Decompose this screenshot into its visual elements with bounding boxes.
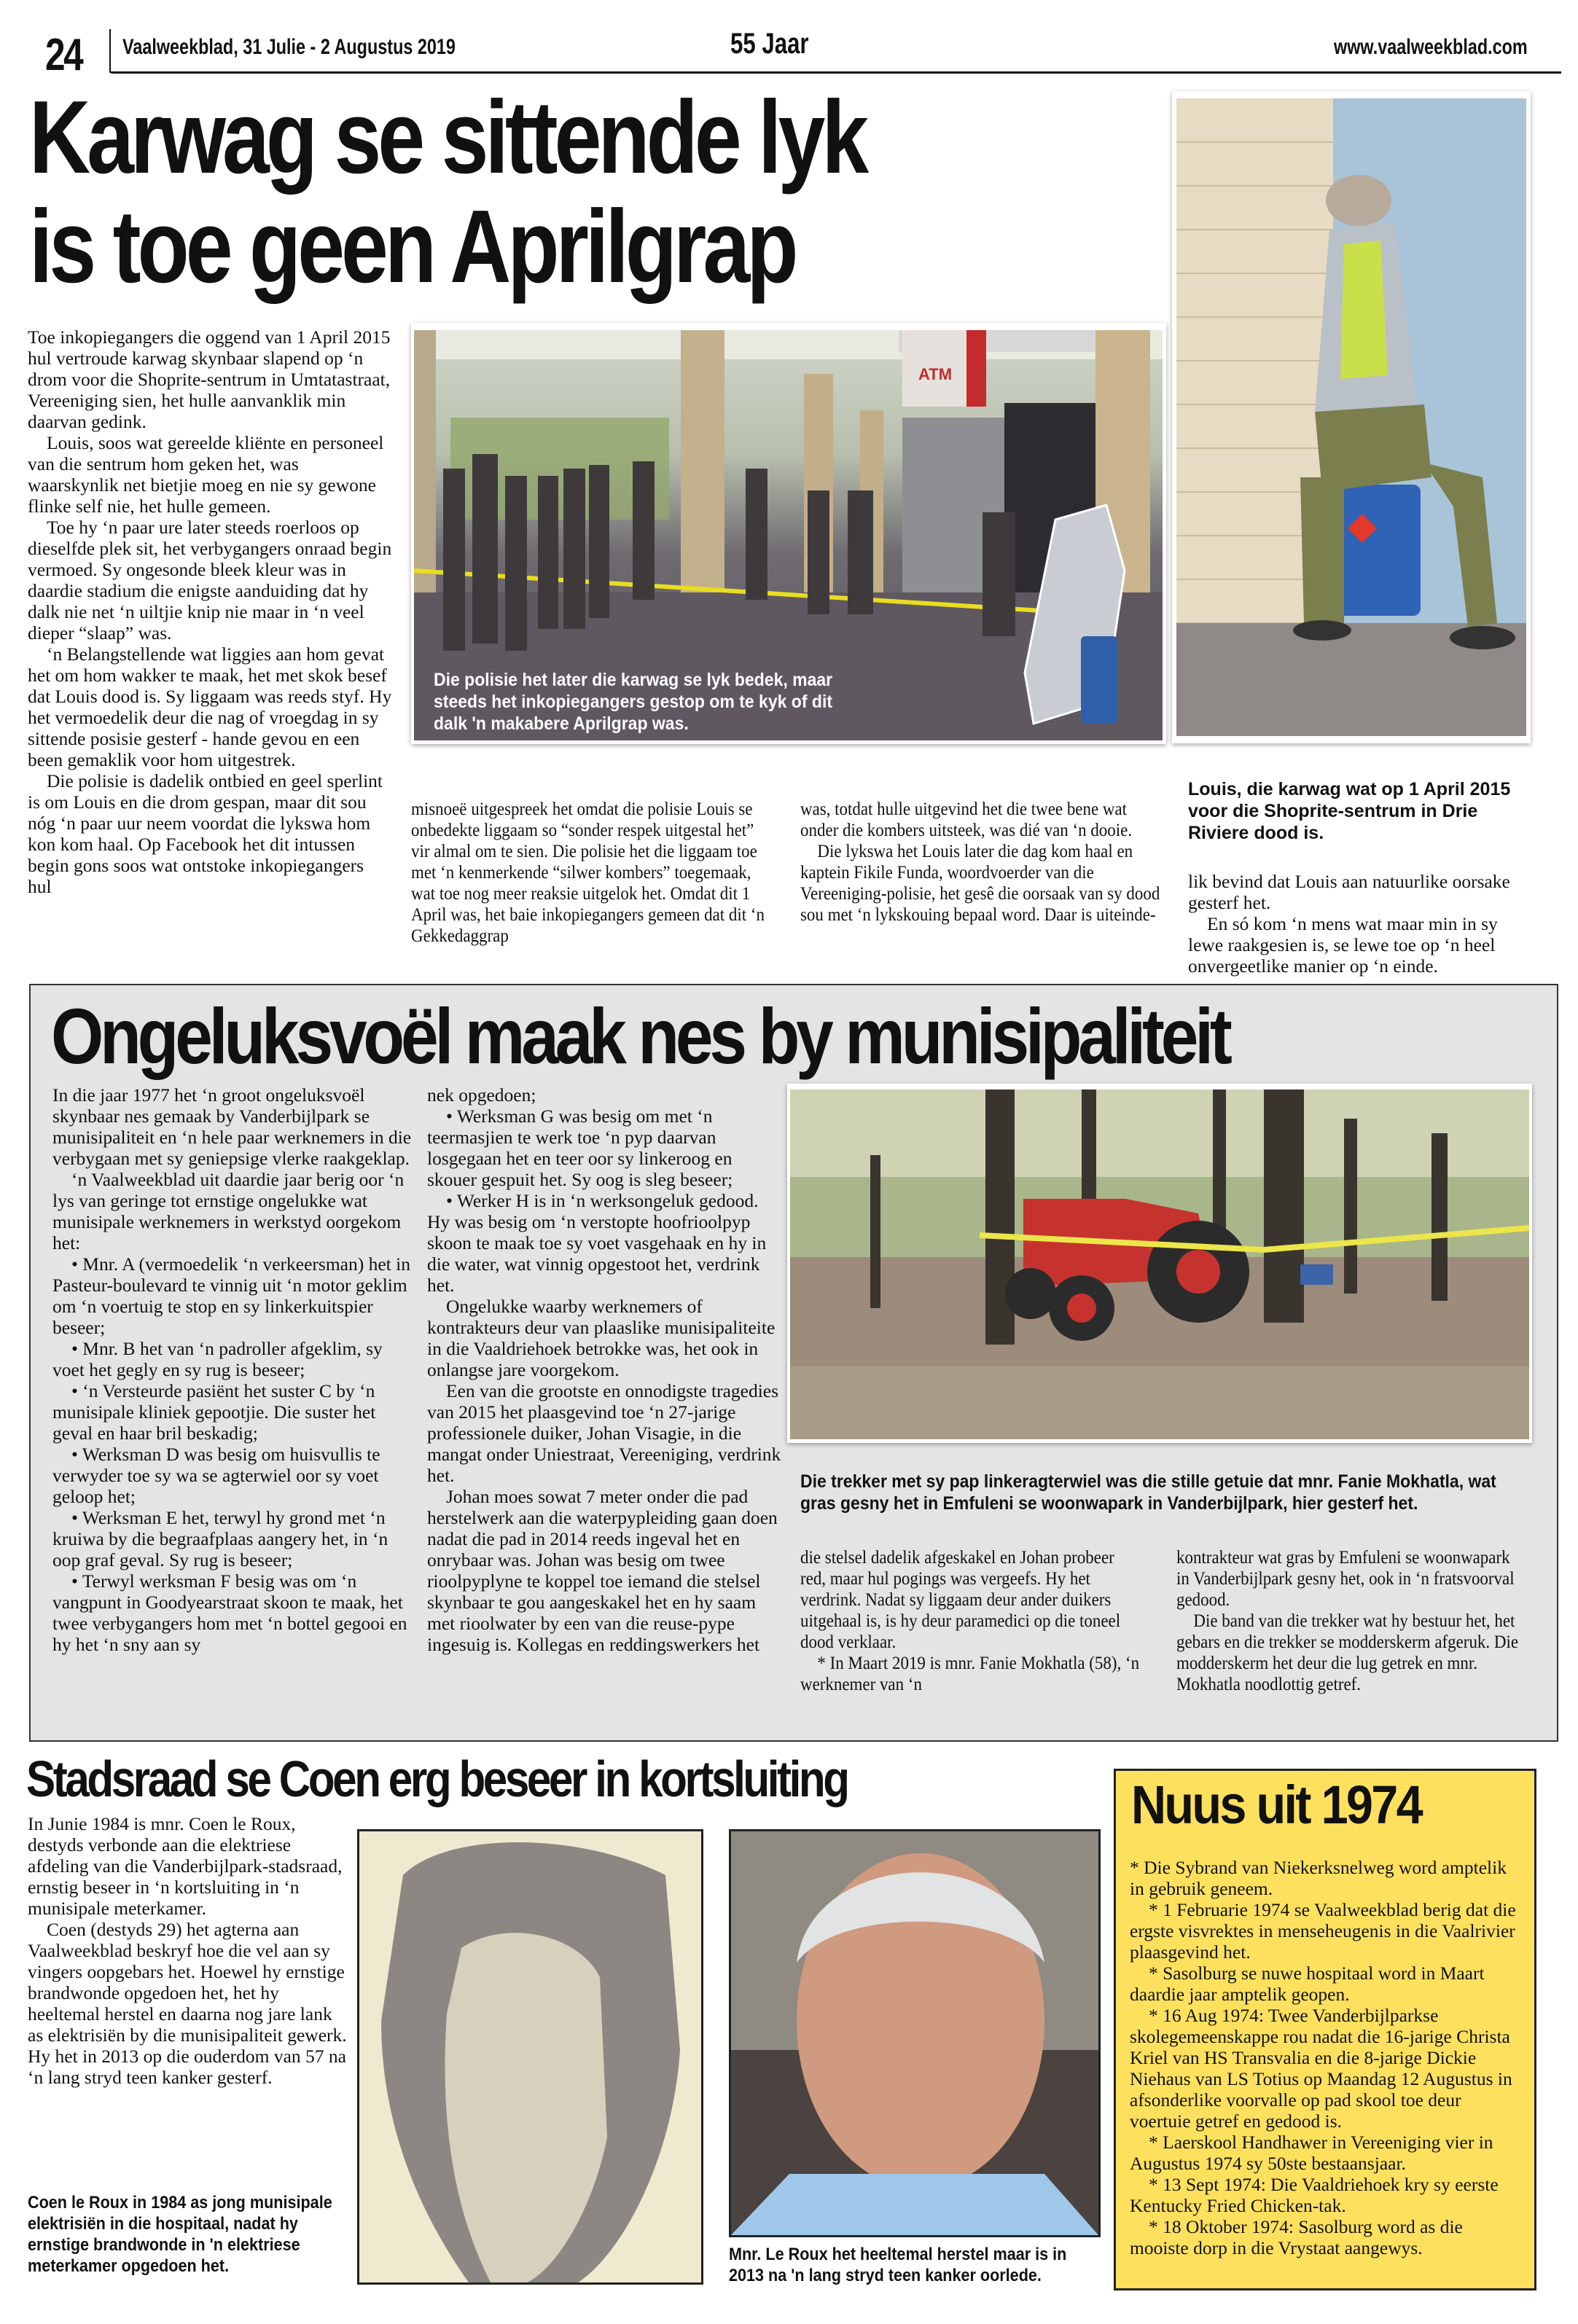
photo-tractor-caption: Die trekker met sy pap linkeragterwiel was die stille getuie dat mnr. Fanie Mokhatla, wat gras gesny het in Emfuleni se woonwapark in Vanderbijlpark, hier gesterf het. [800,1471,1496,1514]
section-title: 55 Jaar [730,28,809,60]
paragraph: In Junie 1984 is mnr. Coen le Roux, destyds verbonde aan die elektriese afdeling van die Vanderbijlpark-stadsraad, ernstig beseer in ‘n kortsluiting in ‘n munisipale meterkamer. [28,1813,343,1919]
paragraph: Coen (destyds 29) het agterna aan Vaalweekblad beskryf hoe die vel aan sy vingers oopgebars het. Hoewel hy ernstige brandwonde opgedoen het, het hy heeltemal herstel en daarna nog jare lank as elektrisiën by die munisipaliteit gewerk. Hy het in 2013 op die ouderdom van 57 na ‘n lang stryd teen kanker gesterf. [28,1919,347,2088]
list-item: * 18 Oktober 1974: Sasolburg word as die mooiste dorp in die Vrystaat aangewys. [1130,2216,1463,2258]
article3-headline: Stadsraad se Coen erg beseer in kortsluiting [26,1750,848,1807]
list-item: • Terwyl werksman F besig was om ‘n vangpunt in Goodyearstraat skoon te maak, het twee verbygangers hom met ‘n bottel gegooi en hy het ‘n sny aan sy [52,1570,407,1655]
list-item: • Mnr. A (vermoedelik ‘n verkeersman) het in Pasteur-boulevard te vinnig uit ‘n motor geklim om ‘n voertuig te stop en sy linkerkuitspier beseer; [52,1253,410,1338]
paragraph: Die polisie is dadelik ontbied en geel sperlint is om Louis en die drom gespan, maar dit sou nóg ‘n paar uur neem voordat die lykswa hom kon kom haal. Op Facebook het dit intussen begin gons soos wat ontstoke inkopiegangers hul [28,770,383,897]
article2-column-3 [800,1546,1141,1694]
paragraph: Een van die grootste en onnodigste tragedies van 2015 het plaasgevind toe ‘n 27-jarige professionele duiker, Johan Visagie, in die mangat onder Uniestraat, Vereeniging, verdrink het. [427,1380,781,1486]
list-item: • ‘n Versteurde pasiënt het suster C by ‘n munisipale kliniek gepootjie. Die suster het geval en haar bril beskadig; [52,1380,376,1444]
paragraph: nek opgedoen; [427,1084,536,1106]
article1-column-4 [1188,871,1531,977]
article1-headline-line1: Karwag se sittende lyk [29,79,866,195]
list-item: • Werksman G was besig om met ‘n teermasjien te werk toe ‘n pyp daarvan losgegaan het en teer oor sy linkeroog en skouer gespuit het. Sy oog is sleg beseer; [427,1106,733,1190]
photo-coen-1984 [357,1829,703,2285]
paragraph: die stelsel dadelik afgeskakel en Johan probeer red, maar hul pogings was vergeefs. Hy het verdrink. Nadat sy liggaam deur ander duikers uitgehaal is, is hy deur paramedici op die toneel dood verklaar. [800,1546,1121,1652]
paragraph: Toe inkopiegangers die oggend van 1 April 2015 hul vertroude karwag skynbaar slapend op ‘n drom voor die Shoprite-sentrum in Umtatastraat, Vereeniging sien, het hulle aanvanklik min daarvan gedink. [28,326,391,432]
list-item: • Werksman D was besig om huisvullis te verwyder toe sy wa se agterwiel oor sy voet geloop het; [52,1444,380,1507]
photo-main-caption: Die polisie het later die karwag se lyk bedek, maar steeds het inkopiegangers gestop om te kyk of dit dalk 'n makabere Aprilgrap was. [434,670,833,734]
paragraph: In die jaar 1977 het ‘n groot ongeluksvoël skynbaar nes gemaak by Vanderbijlpark se munisipaliteit en ‘n hele paar werknemers in die verbygaan met sy geniepsige vlerke raakgeklap. [52,1084,412,1169]
article2-column-4 [1176,1546,1524,1694]
sidebar-1974-title: Nuus uit 1974 [1131,1775,1421,1835]
paragraph: Die lykswa het Louis later die dag kom haal en kaptein Fikile Funda, woordvoerder van die Vereeniging-polisie, het gesê die oorsaak van sy dood sou met ‘n lykskouing bepaal word. Daar is uiteinde- [800,840,1160,925]
photo-side-caption: Louis, die karwag wat op 1 April 2015 voor die Shoprite-sentrum in Drie Riviere dood is. [1188,779,1511,843]
list-item: • Werksman E het, terwyl hy grond met ‘n kruiwa by die begraafplaas aangery het, in ‘n oop graf geval. Sy rug is beseer; [52,1507,388,1570]
list-item: * Laerskool Handhawer in Vereeniging vier in Augustus 1974 sy 50ste bestaansjaar. [1130,2132,1493,2174]
photo-1984-caption: Coen le Roux in 1984 as jong munisipale elektrisiën in die hospitaal, nadat hy ernstige brandwonde in 'n elektriese meterkamer opgedoen het. [28,2193,332,2276]
photo-illustration [790,1089,1529,1439]
paragraph: lik bevind dat Louis aan natuurlike oorsake gesterf het. [1188,871,1510,913]
list-item: • Werker H is in ‘n werksongeluk gedood. Hy was besig om ‘n verstopte hoofrioolpyp skoon te maak toe sy voet vasgehaak en hy in die water, wat vinnig opgestoot het, verdrink het. [427,1190,767,1296]
list-item: * Sasolburg se nuwe hospitaal word in Maart daardie jaar amptelik geopen. [1130,1963,1485,2005]
article2-headline: Ongeluksvoël maak nes by munisipaliteit [51,992,1229,1080]
list-item: • Mnr. B het van ‘n padroller afgeklim, sy voet het gegly en sy rug is beseer; [52,1338,383,1380]
paragraph: was, totdat hulle uitgevind het die twee bene wat onder die kombers uitsteek, was dié van ‘n dooie. [800,798,1133,840]
paragraph: Toe hy ‘n paar ure later steeds roerloos op dieselfde plek sit, het verbygangers onraad begin vermoed. Sy ongesonde bleek kleur was in daardie stadium die enigste aanduiding dat hy dalk nie net ‘n uiltjie knip nie maar in ‘n veel dieper “slaap” was. [28,517,392,643]
photo-shoprite-scene [414,330,1163,740]
paragraph: En só kom ‘n mens wat maar min in sy lewe raakgesien is, se lewe toe op ‘n heel onvergeetlike manier op ‘n einde. [1188,913,1498,977]
list-item: * Die Sybrand van Niekerksnelweg word amptelik in gebruik geneem. [1130,1857,1507,1899]
paragraph: Louis, soos wat gereelde kliënte en personeel van die sentrum hom geken het, was waarskynlik net bietjie moeg en nie sy gewone flinke self nie, het hulle gemeen. [28,432,384,517]
photo-tractor [790,1089,1529,1439]
website-link[interactable]: www.vaalweekblad.com [1334,35,1528,59]
header-divider [109,29,111,73]
page-number: 24 [45,30,82,80]
article1-column-3 [800,798,1165,925]
paragraph: * In Maart 2019 is mnr. Fanie Mokhatla (58), ‘n werknemer van ‘n [800,1652,1140,1694]
publication-date: Vaalweekblad, 31 Julie - 2 Augustus 2019 [122,35,456,59]
paragraph: kontrakteur wat gras by Emfuleni se woonwapark in Vanderbijlpark gesny het, ook in ‘n fratsvoorval gedood. [1176,1546,1515,1610]
photo-portrait-caption: Mnr. Le Roux het heeltemal herstel maar is in 2013 na 'n lang stryd teen kanker oorlede. [729,2245,1067,2285]
paragraph: Ongelukke waarby werknemers of kontrakteurs deur van plaaslike munisipaliteite in die Vaaldriehoek betrokke was, het ook in onlangse jare voorgekom. [427,1296,776,1380]
paragraph: ‘n Belangstellende wat liggies aan hom gevat het om hom wakker te maak, het met skok besef dat Louis dood is. Sy liggaam was reeds styf. Hy het vermoedelik deur die nag of vroegdag in sy sittende posisie gesterf - hande gevou en een been gemaklik voor hom uitgestrek. [28,643,392,770]
list-item: * 16 Aug 1974: Twee Vanderbijlparkse skolegemeenskappe rou nadat die 16-jarige Christa Kriel van HS Transvalia en die 8-jarige Dickie Niehaus van LS Totius op Maandag 12 Augustus in afsonderlike voorvalle op pad skool toe deur voertuie getref en gedood is. [1130,2005,1512,2132]
photo-illustration [1176,98,1526,736]
atm-sign: ATM [918,365,953,383]
list-item: * 13 Sept 1974: Die Vaaldriehoek kry sy eerste Kentucky Fried Chicken-tak. [1130,2174,1499,2216]
list-item: * 1 Februarie 1974 se Vaalweekblad berig dat die ergste visvrektes in menseheugenis in die Vaalrivier plaasgevind het. [1130,1899,1516,1963]
photo-coen-portrait [729,1829,1101,2237]
article2-column-2 [427,1084,784,1655]
paragraph: misnoeë uitgespreek het omdat die polisie Louis se onbedekte liggaam so “sonder respek uitgestal het” vir almal om te sien. Die polisie het die liggaam toe met ‘n kenmerkende “silwer kombers” toegemaak, wat toe nog meer reaksie uitgelok het. Omdat dit 1 April was, het baie inkopiegangers gemeen dat dit ‘n Gekkedaggrap [411,798,765,946]
paragraph: Johan moes sowat 7 meter onder die pad herstelwerk aan die waterpypleiding gaan doen nadat die pad in 2014 reeds ingeval het en onrybaar was. Johan was besig om twee rioolpyplyne te koppel toe iemand die stelsel skynbaar te gou aangeskakel het en hy saam met rioolwater by een van die reuse-pype ingesuig is. Kollegas en reddingswerkers het [427,1486,778,1655]
article3-column [28,1813,348,2088]
article1-column-2 [411,798,776,946]
photo-illustration [731,1831,1098,2235]
photo-illustration [359,1831,701,2282]
header-rule [111,71,1561,74]
article2-column-1 [52,1084,417,1655]
article1-headline-line2: is toe geen Aprilgrap [29,189,795,305]
paragraph: Die band van die trekker wat hy bestuur het, het gebars en die trekker se modderskerm afgeruk. Die modderskerm het deur die lug getrek en mnr. Mokhatla noodlottig getref. [1176,1610,1519,1694]
sidebar-1974-list [1130,1857,1523,2258]
paragraph: ‘n Vaalweekblad uit daardie jaar berig oor ‘n lys van geringe tot ernstige ongelukke wat munisipale werknemers in werkstyd oorgekom het: [52,1169,405,1253]
article1-column-1 [28,326,392,897]
photo-karwag-seated [1176,98,1526,736]
